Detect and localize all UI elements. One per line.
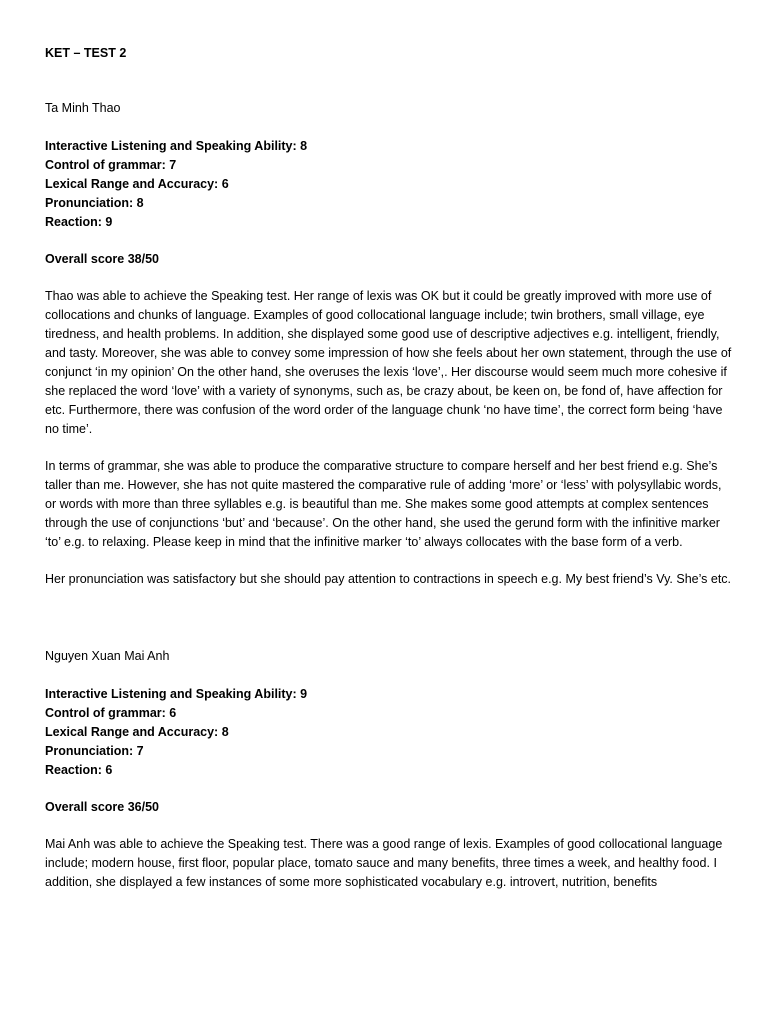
overall-score: Overall score 36/50 [45, 800, 159, 814]
score-criterion: Pronunciation: 8 [45, 196, 144, 210]
score-criterion: Lexical Range and Accuracy: 8 [45, 725, 229, 739]
score-criterion: Control of grammar: 7 [45, 158, 177, 172]
student-section [45, 99, 735, 589]
feedback-paragraph: Thao was able to achieve the Speaking test. Her range of lexis was OK but it could be greatly improved with more use of collocations and chunks of language. Examples of good collocational language include; twin brothers, small village, eye tiredness, and health problems. In addition, she displayed some good use of descriptive adjectives e.g. intelligent, friendly, and tasty. Moreover, she was able to convey some impression of how she feels about her own statement, through the use of conjunct ‘in my opinion’ On the other hand, she overuses the lexis ‘love’,. Her discourse would seem much more cohesive if she replaced the word ‘love’ with a variety of synonyms, such as, be crazy about, be keen on, be fond of, have affection for etc. Furthermore, there was confusion of the word order of the language chunk ‘no have time’, the correct form being ‘have no time’. [45, 289, 732, 436]
score-criterion: Interactive Listening and Speaking Ability: 8 [45, 139, 308, 153]
score-criterion: Interactive Listening and Speaking Ability: 9 [45, 687, 308, 701]
score-criterion: Reaction: 9 [45, 215, 113, 229]
document-page [45, 44, 735, 910]
feedback-paragraph: Mai Anh was able to achieve the Speaking test. There was a good range of lexis. Examples of good collocational language include; modern house, first floor, popular place, tomato sauce and many benefits, three times a week, and healthy food. I addition, she displayed a few instances of some more sophisticated vocabulary e.g. introvert, nutrition, benefits [45, 837, 723, 889]
student-section [45, 647, 735, 892]
section-spacer [45, 607, 735, 647]
score-criterion: Pronunciation: 7 [45, 744, 144, 758]
overall-score: Overall score 38/50 [45, 252, 159, 266]
score-criterion: Reaction: 6 [45, 763, 113, 777]
student-name: Ta Minh Thao [45, 101, 121, 115]
feedback-paragraph: In terms of grammar, she was able to produce the comparative structure to compare herself and her best friend e.g. She’s taller than me. However, she has not quite mastered the comparative rule of adding ‘more’ or ‘less’ with polysyllabic words, or words with more than three syllables e.g. is beautiful than me. She makes some good attempts at complex sentences through the use of conjunctions ‘but’ and ‘because’. On the other hand, she used the gerund form with the infinitive marker ‘to’ e.g. to relaxing. Please keep in mind that the infinitive marker ‘to’ always collocates with the base form of a verb. [45, 459, 722, 549]
score-list [45, 137, 735, 232]
score-list [45, 685, 735, 780]
feedback-paragraph: Her pronunciation was satisfactory but she should pay attention to contractions in speech e.g. My best friend’s Vy. She’s etc. [45, 572, 732, 586]
document-title: KET – TEST 2 [45, 46, 127, 60]
score-criterion: Lexical Range and Accuracy: 6 [45, 177, 229, 191]
student-name: Nguyen Xuan Mai Anh [45, 649, 170, 663]
score-criterion: Control of grammar: 6 [45, 706, 177, 720]
